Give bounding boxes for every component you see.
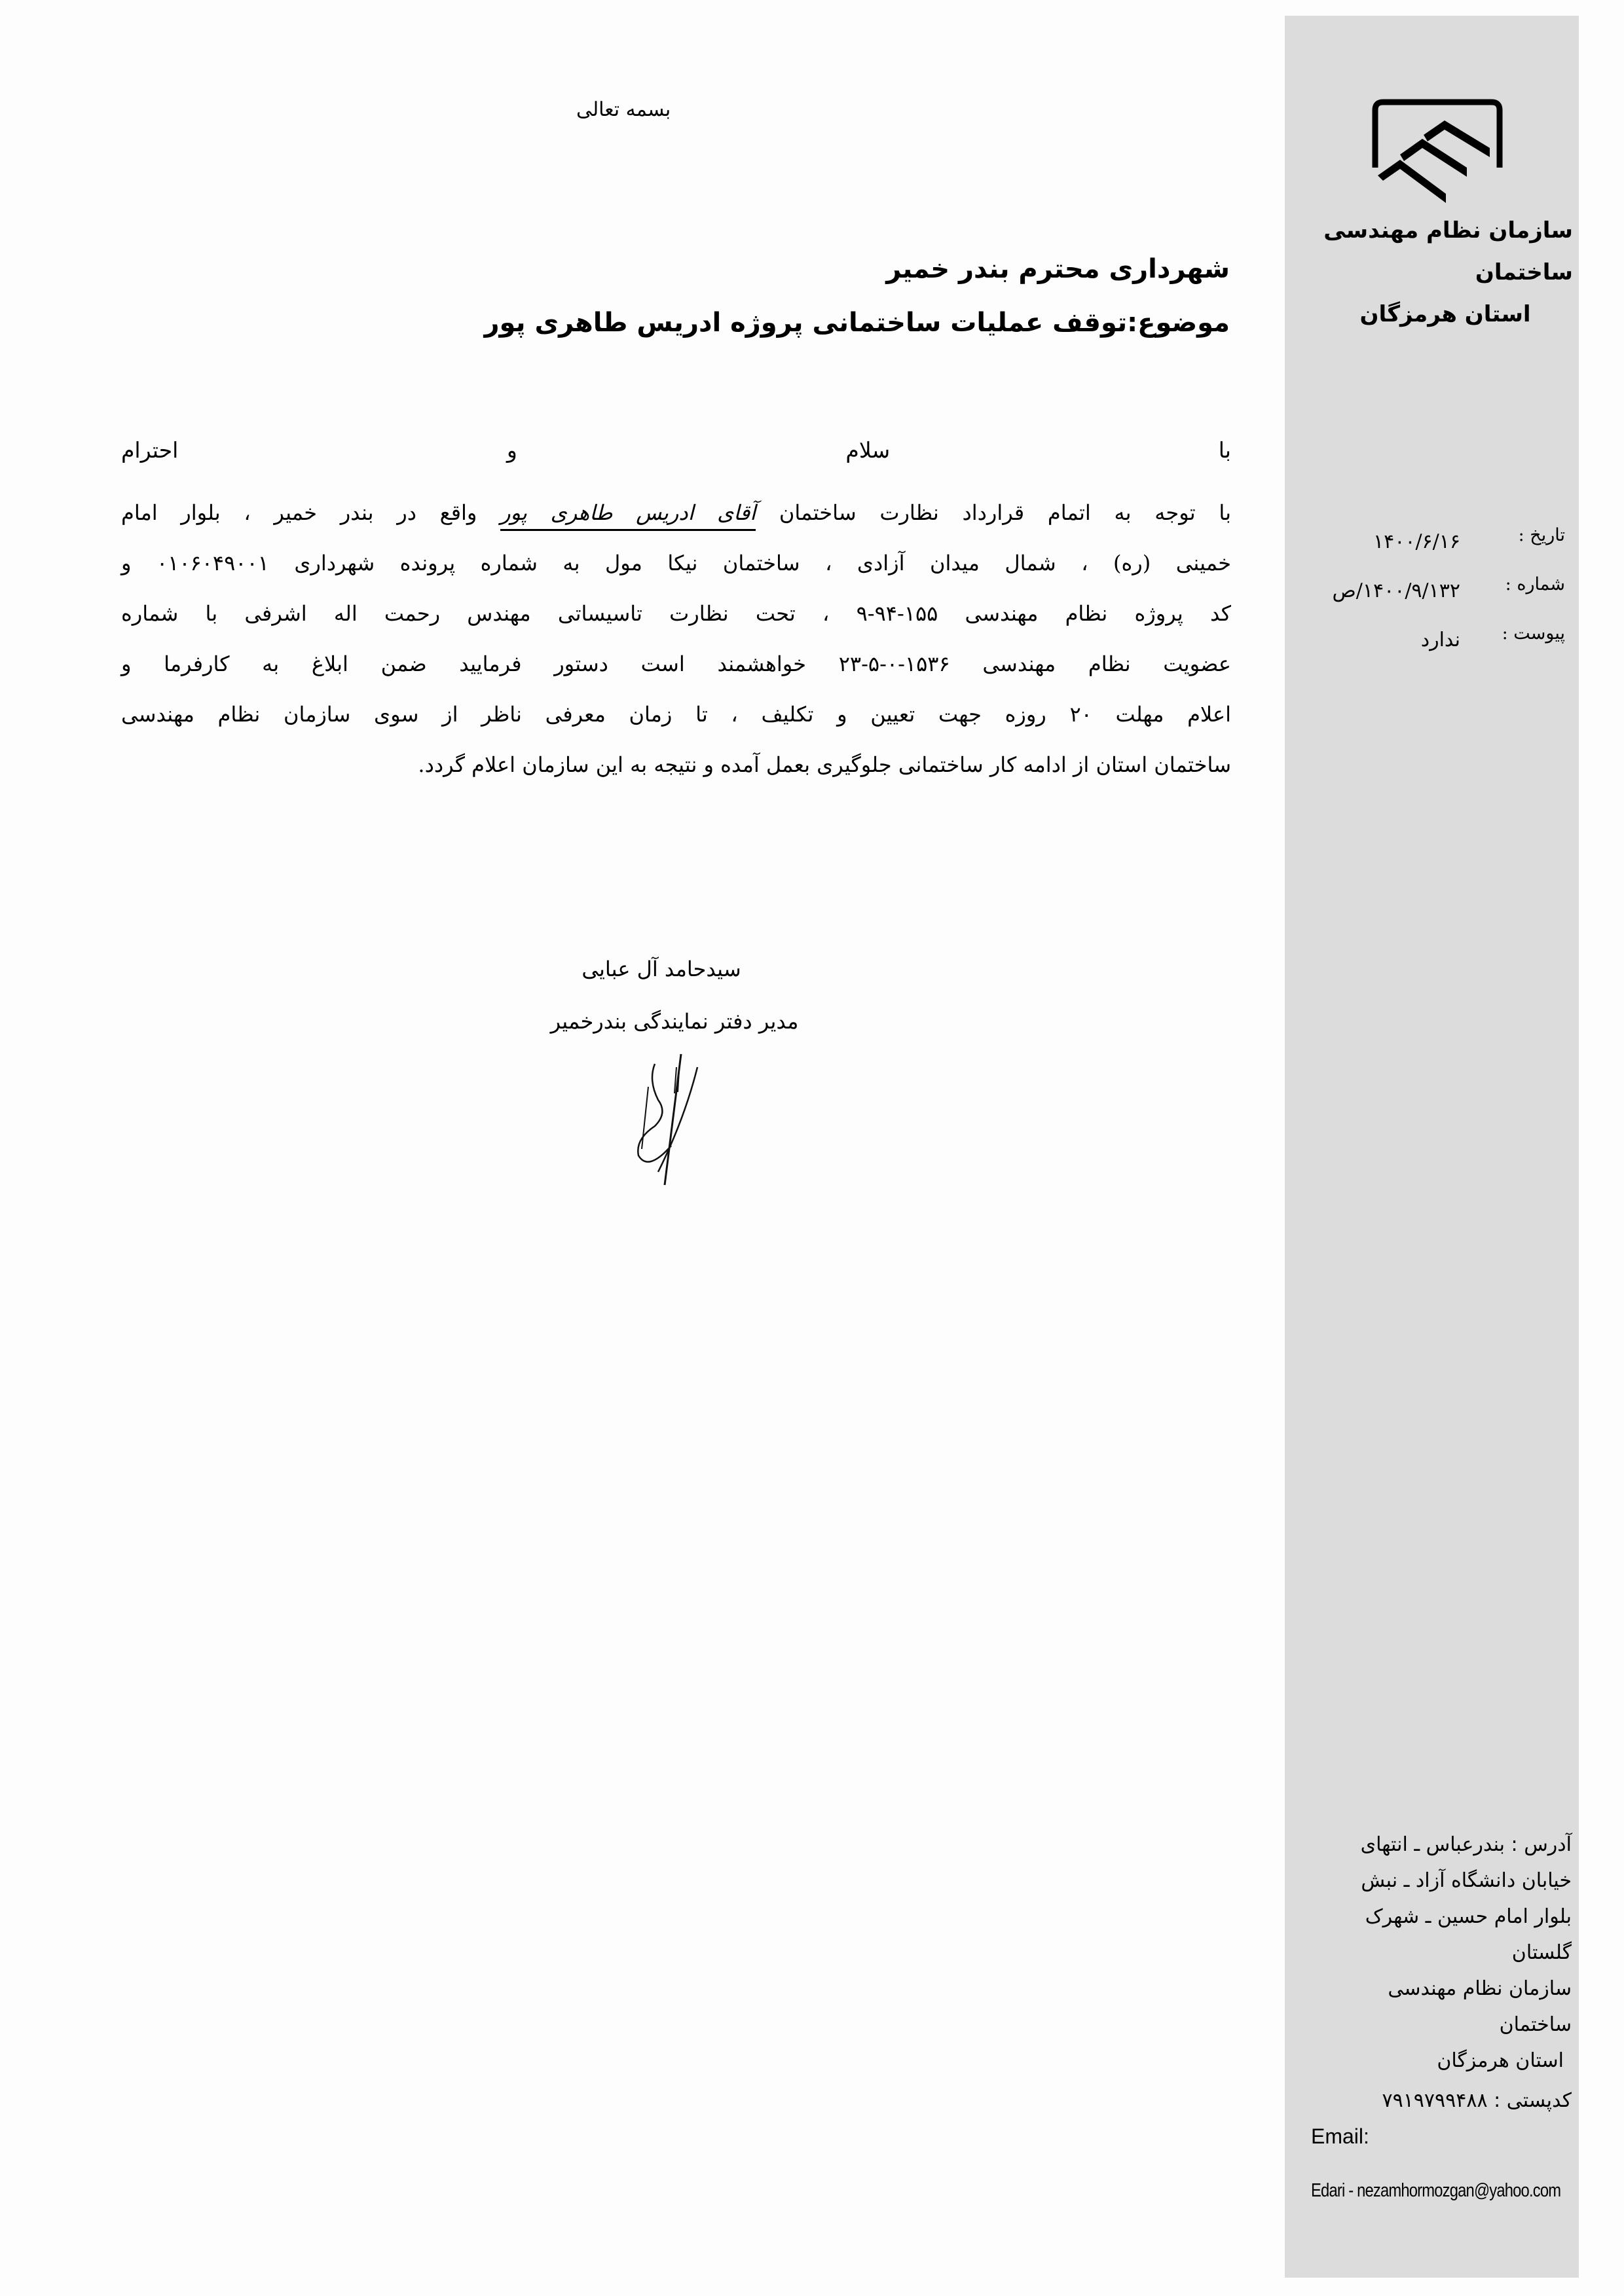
number-label: شماره : xyxy=(1505,574,1565,594)
address-line: آدرس : بندرعباس ـ انتهای xyxy=(1360,1833,1572,1856)
date-label: تاریخ : xyxy=(1518,525,1565,545)
address-line: گلستان xyxy=(1511,1941,1572,1964)
signer-title: مدیر دفتر نمایندگی بندرخمیر xyxy=(550,1009,799,1034)
body-line-1 xyxy=(121,488,1231,538)
meta-date-row xyxy=(1303,517,1565,566)
body-line-4: عضویت نظام مهندسی ۱۵۳۶-۰-۵-۲۳ خواهشمند است دستور فرمایید ضمن ابلاغ به کارفرما و xyxy=(121,651,1232,676)
client-name: آقای ادریس طاهری پور xyxy=(500,500,756,531)
greeting-word: احترام xyxy=(121,437,179,463)
body-line-5: اعلام مهلت ۲۰ روزه جهت تعیین و تکلیف ، تا زمان معرفی ناظر از سوی سازمان نظام مهندسی xyxy=(121,702,1232,727)
signer-block xyxy=(511,943,838,1048)
organization-name xyxy=(1291,210,1573,335)
address-line: بلوار امام حسین ـ شهرک xyxy=(1365,1905,1572,1928)
basmala-heading: بسمه تعالی xyxy=(576,98,671,121)
signer-name: سیدحامد آل عبایی xyxy=(581,957,741,981)
letter-meta xyxy=(1303,517,1565,665)
body-line-6: ساختمان استان از ادامه کار ساختمانی جلوگیری بعمل آمده و نتیجه به این سازمان اعلام گردد. xyxy=(418,752,1231,777)
greeting-line xyxy=(121,437,1231,463)
building-roofs-logo-icon xyxy=(1369,97,1506,208)
org-name-line1: سازمان نظام مهندسی ساختمان xyxy=(1323,217,1573,285)
address-line: سازمان نظام مهندسی ساختمان xyxy=(1388,1977,1572,2036)
meta-number-row xyxy=(1303,566,1565,615)
date-value: ۱۴۰۰/۶/۱۶ xyxy=(1373,530,1460,553)
body-line-2: خمینی (ره) ، شمال میدان آزادی ، ساختمان نیکا مول به شماره پرونده شهرداری ۰۱۰۶۰۴۹۰۰۱ و xyxy=(121,551,1232,575)
attachment-value: ندارد xyxy=(1420,629,1460,651)
body-line-3: کد پروژه نظام مهندسی ۱۵۵-۹۴-۹ ، تحت نظارت تاسیساتی مهندس رحمت اله اشرفی با شماره xyxy=(121,601,1232,626)
attachment-label: پیوست : xyxy=(1502,623,1565,644)
recipient-heading: شهرداری محترم بندر خمیر xyxy=(886,254,1230,284)
email-label: Email: xyxy=(1311,2124,1369,2148)
letter-body xyxy=(121,488,1231,790)
address-line: خیابان دانشگاه آزاد ـ نبش xyxy=(1361,1869,1572,1892)
org-name-line2: استان هرمزگان xyxy=(1359,301,1531,327)
greeting-word: و xyxy=(506,437,517,463)
email-address: Edari - nezamhormozgan@yahoo.com xyxy=(1311,2180,1561,2201)
body-text-segment: واقع در بندر خمیر ، بلوار امام xyxy=(121,500,501,525)
postal-code: کدپستی : ۷۹۱۹۷۹۹۴۸۸ xyxy=(1382,2089,1572,2112)
greeting-word: با xyxy=(1218,437,1231,463)
greeting-word: سلام xyxy=(845,437,891,463)
address-line: استان هرمزگان xyxy=(1437,2049,1564,2072)
body-text-segment: با توجه به اتمام قرارداد نظارت ساختمان xyxy=(756,500,1232,525)
meta-attachment-row xyxy=(1303,615,1565,665)
org-address xyxy=(1316,1827,1572,2119)
subject-heading: موضوع:توقف عملیات ساختمانی پروژه ادریس طاهری پور xyxy=(484,308,1230,338)
number-value: ۱۴۰۰/۹/۱۳۲/ص xyxy=(1332,579,1460,602)
handwritten-signature-icon xyxy=(619,1041,724,1192)
